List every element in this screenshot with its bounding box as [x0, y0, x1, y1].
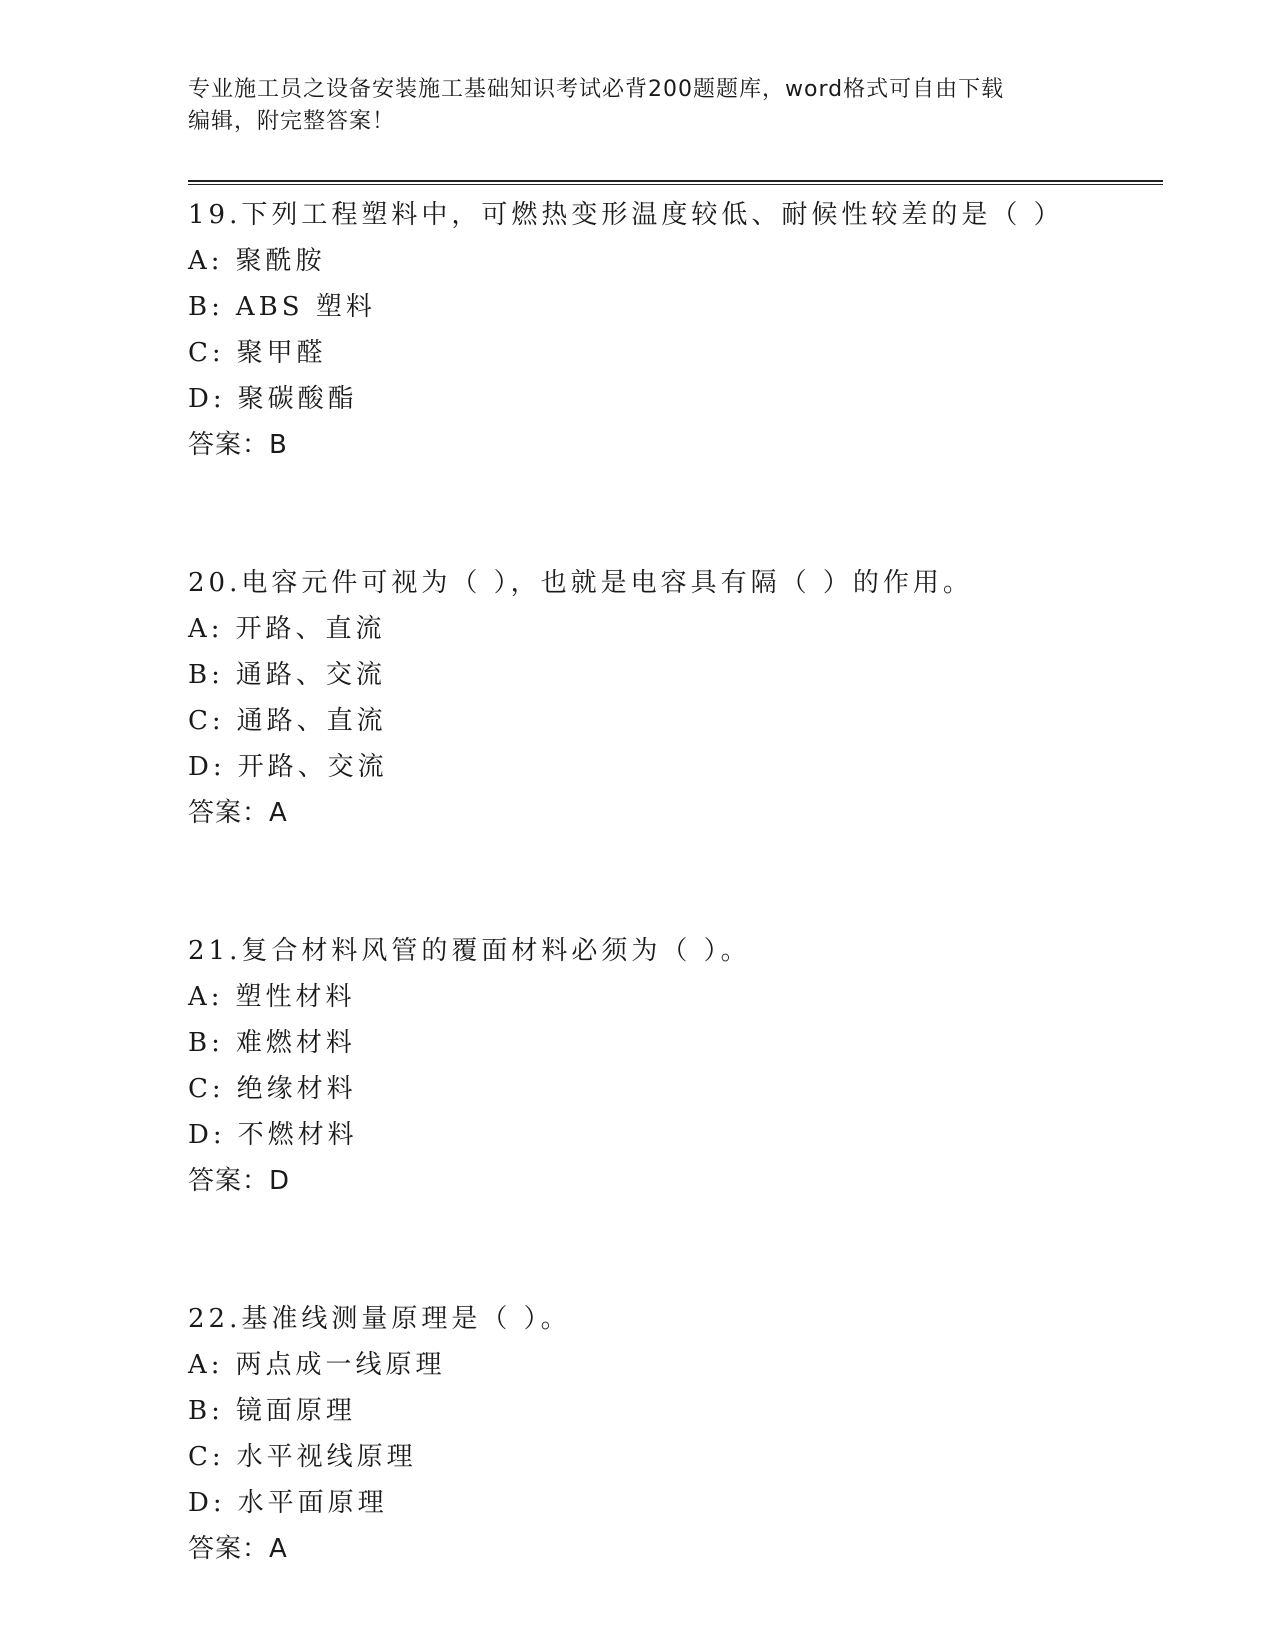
option-text: 通路、直流	[236, 706, 387, 736]
option-text: 水平面原理	[237, 1488, 388, 1518]
option-b	[188, 284, 1163, 330]
question-20	[188, 560, 1163, 836]
question-stem: 20.电容元件可视为（ ），也就是电容具有隔（ ）的作用。	[188, 568, 973, 598]
option-b	[188, 652, 1163, 698]
option-label: C:	[188, 1074, 225, 1104]
question-stem: 21.复合材料风管的覆面材料必须为（ ）。	[188, 936, 751, 966]
option-text: 聚甲醛	[236, 338, 327, 368]
option-d	[188, 376, 1163, 422]
option-label: B:	[188, 1396, 224, 1426]
answer-line: 答案：B	[188, 430, 288, 460]
option-text: 绝缘材料	[236, 1074, 357, 1104]
question-22	[188, 1296, 1163, 1572]
answer-line: 答案：D	[188, 1166, 291, 1196]
question-stem: 22.基准线测量原理是（ ）。	[188, 1304, 571, 1334]
option-label: A:	[188, 982, 224, 1012]
option-d	[188, 1112, 1163, 1158]
option-d	[188, 744, 1163, 790]
option-c	[188, 1434, 1163, 1480]
option-label: C:	[188, 338, 225, 368]
option-c	[188, 698, 1163, 744]
option-text: 不燃材料	[237, 1120, 358, 1150]
option-text: 聚酰胺	[235, 246, 326, 276]
option-label: A:	[188, 246, 224, 276]
option-label: C:	[188, 1442, 225, 1472]
option-a	[188, 238, 1163, 284]
option-label: B:	[188, 292, 224, 322]
spacer	[188, 1204, 1163, 1296]
spacer	[188, 468, 1163, 560]
option-text: ABS 塑料	[235, 292, 376, 322]
answer-line: 答案：A	[188, 1534, 288, 1564]
option-text: 两点成一线原理	[235, 1350, 446, 1380]
header-divider	[188, 180, 1163, 182]
option-text: 通路、交流	[235, 660, 386, 690]
option-label: A:	[188, 614, 224, 644]
option-a	[188, 1342, 1163, 1388]
option-text: 难燃材料	[235, 1028, 356, 1058]
option-label: D:	[188, 752, 226, 782]
option-a	[188, 974, 1163, 1020]
option-a	[188, 606, 1163, 652]
header-divider-thin	[188, 184, 1163, 185]
option-text: 水平视线原理	[236, 1442, 417, 1472]
question-21	[188, 928, 1163, 1204]
option-text: 聚碳酸酯	[237, 384, 358, 414]
document-header	[188, 74, 1088, 138]
option-c	[188, 1066, 1163, 1112]
option-c	[188, 330, 1163, 376]
option-label: A:	[188, 1350, 224, 1380]
option-text: 开路、交流	[237, 752, 388, 782]
question-stem: 19.下列工程塑料中，可燃热变形温度较低、耐候性较差的是（ ）	[188, 200, 1064, 230]
option-text: 塑性材料	[235, 982, 356, 1012]
option-text: 镜面原理	[235, 1396, 356, 1426]
header-line-2: 编辑，附完整答案！	[188, 109, 396, 134]
spacer	[188, 836, 1163, 928]
option-d	[188, 1480, 1163, 1526]
question-list	[188, 192, 1163, 1572]
option-label: C:	[188, 706, 225, 736]
option-label: B:	[188, 660, 224, 690]
option-label: B:	[188, 1028, 224, 1058]
option-text: 开路、直流	[235, 614, 386, 644]
header-line-1: 专业施工员之设备安装施工基础知识考试必背200题题库，word格式可自由下载	[188, 77, 1005, 102]
option-label: D:	[188, 1488, 226, 1518]
question-19	[188, 192, 1163, 468]
option-b	[188, 1020, 1163, 1066]
option-b	[188, 1388, 1163, 1434]
answer-line: 答案：A	[188, 798, 288, 828]
option-label: D:	[188, 1120, 226, 1150]
option-label: D:	[188, 384, 226, 414]
